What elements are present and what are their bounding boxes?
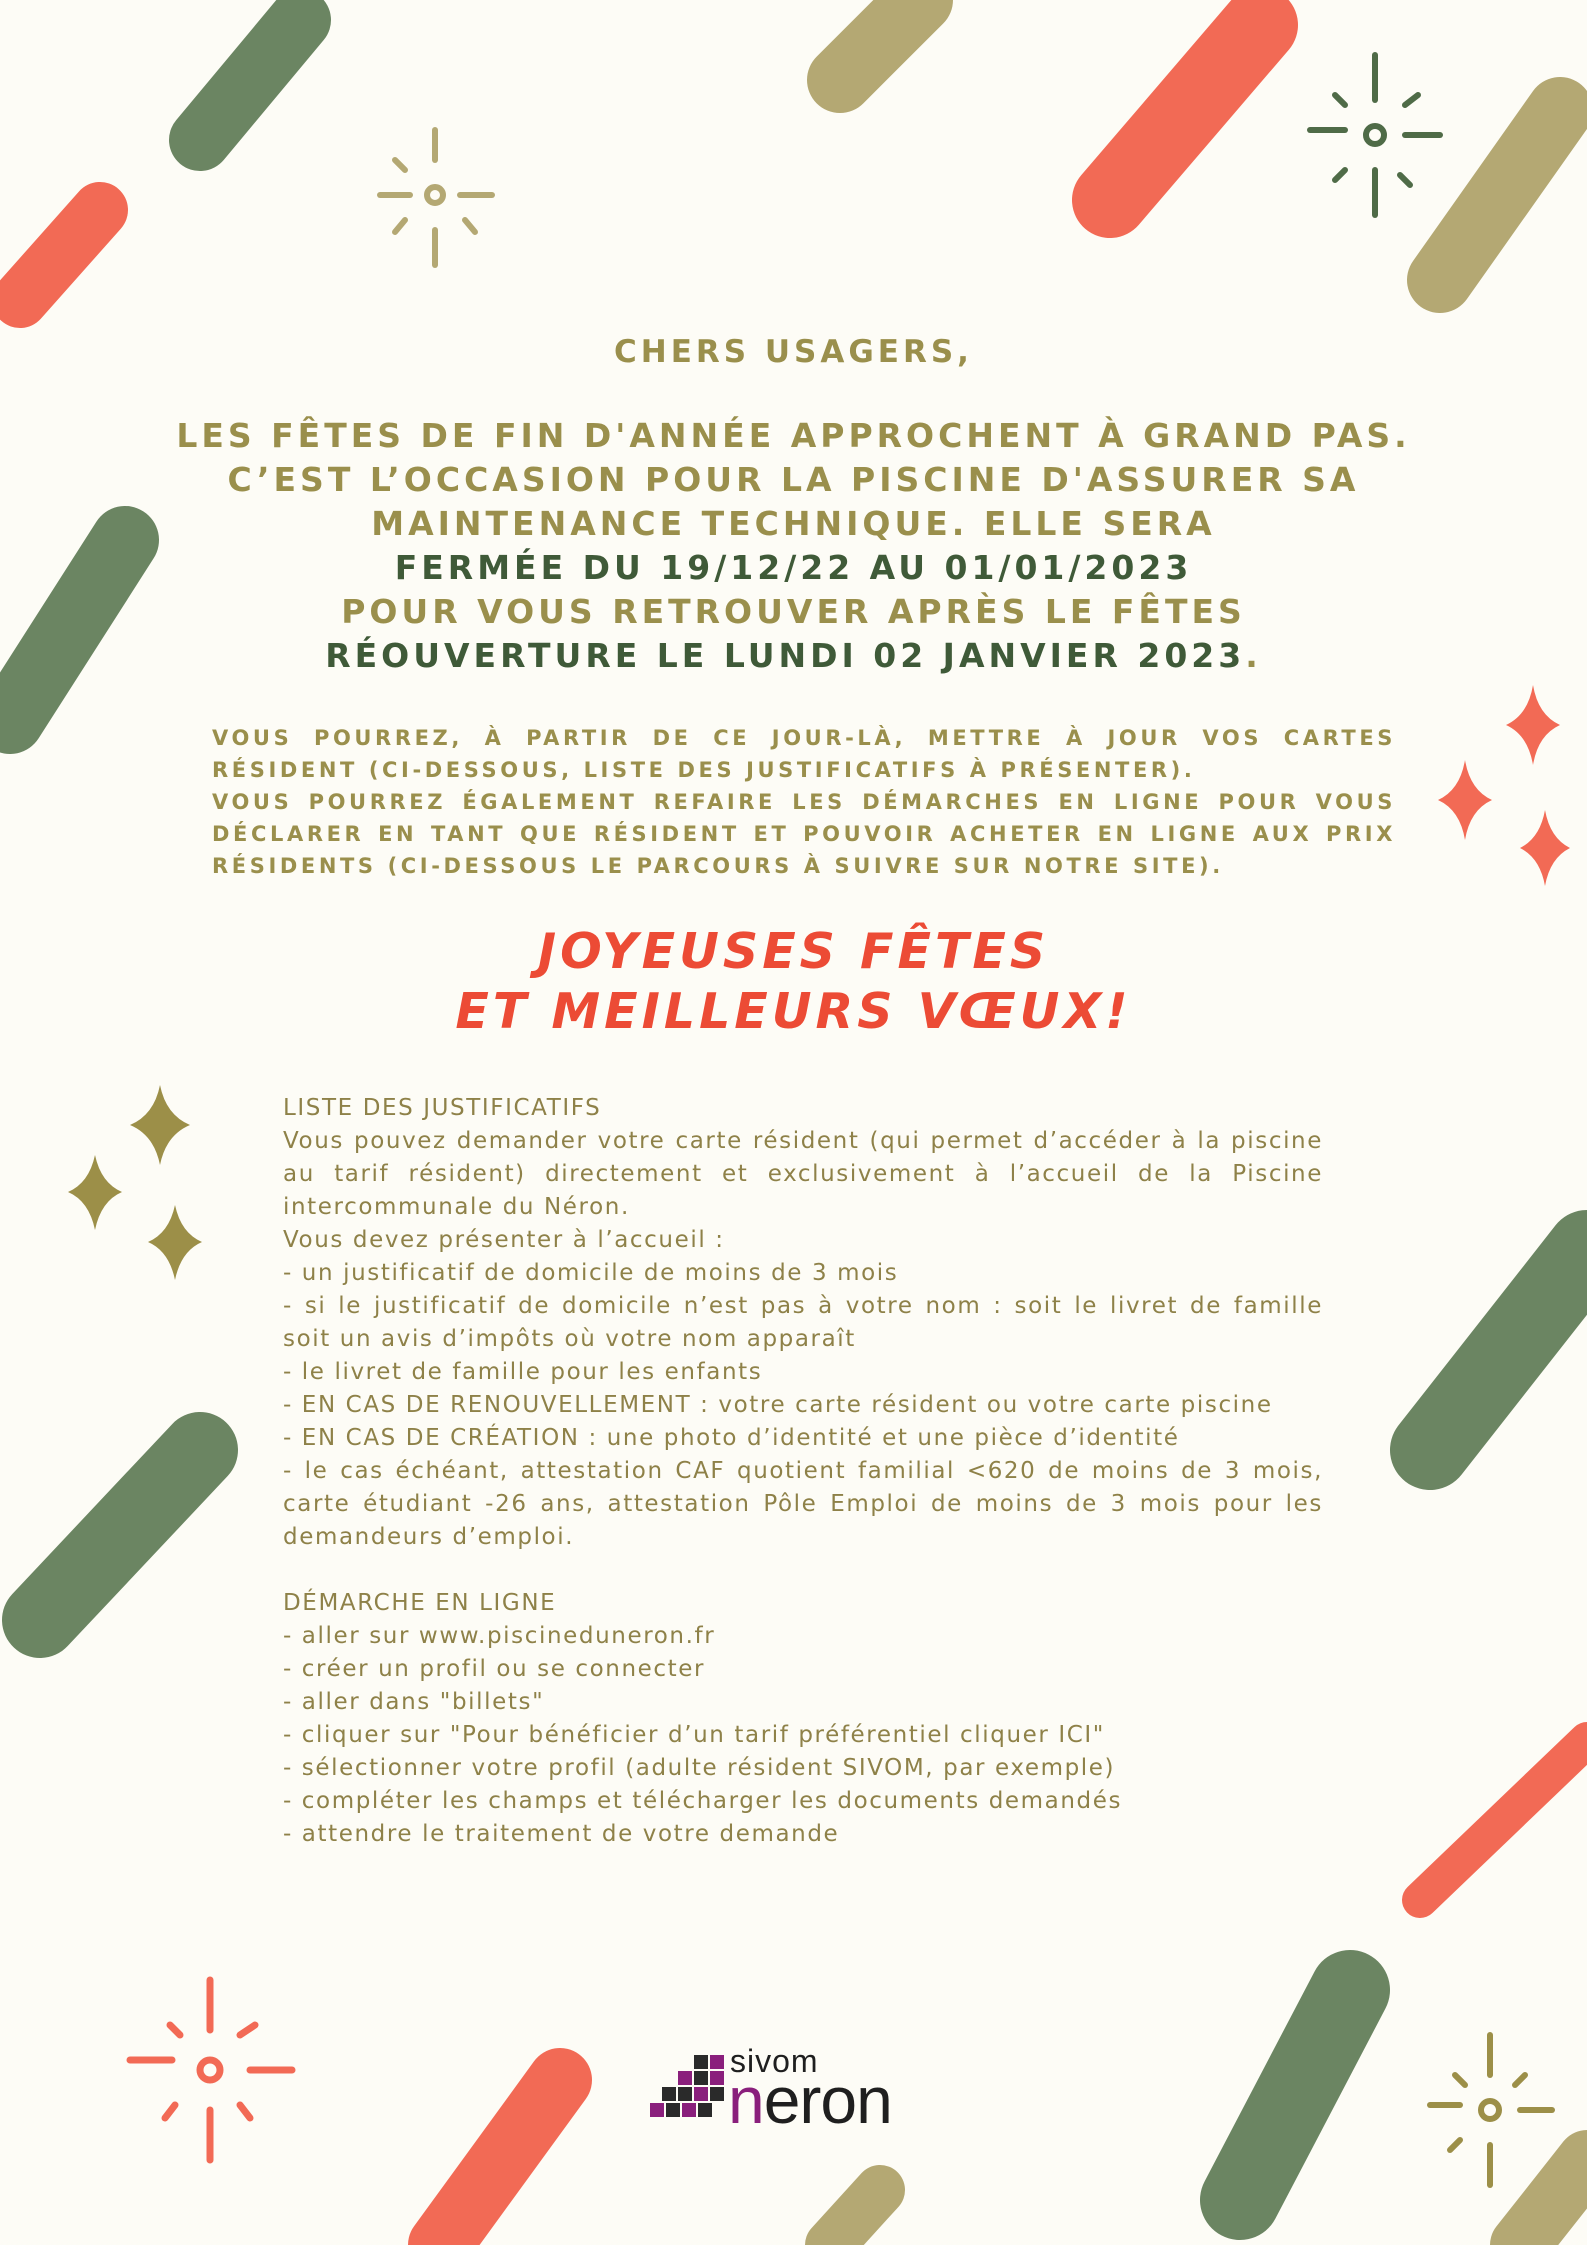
list-item: - compléter les champs et télécharger les documents demandés — [283, 1788, 1123, 1814]
list-item: - sélectionner votre profil (adulte résident SIVOM, par exemple) — [283, 1755, 1116, 1781]
demarche-title: DÉMARCHE EN LIGNE — [283, 1590, 557, 1616]
brush-stroke-red — [20, 210, 100, 300]
greeting: CHERS USAGERS, — [614, 334, 973, 370]
notice-paragraph: VOUS POURREZ, À PARTIR DE CE JOUR-LÀ, METTRE À JOUR VOS CARTES RÉSIDENT (CI-DESSOUS, LISTE DES JUSTIFICATIFS À PRÉSENTER). — [212, 726, 1396, 782]
brush-stroke-green — [1240, 1990, 1350, 2200]
announcement-line: POUR VOUS RETROUVER APRÈS LE FÊTES — [341, 592, 1246, 631]
list-item: - si le justificatif de domicile n’est pas à votre nom : soit le livret de famille soit un avis d’impôts où votre nom apparaît — [283, 1293, 1323, 1352]
brush-stroke-red — [440, 2080, 560, 2245]
closure-dates: FERMÉE DU 19/12/22 AU 01/01/2023 — [394, 548, 1193, 587]
wishes-line: JOYEUSES FÊTES — [537, 923, 1050, 980]
logo-letter: n — [728, 2063, 764, 2137]
brush-stroke-green — [40, 1450, 200, 1620]
list-item: - attendre le traitement de votre demande — [283, 1821, 840, 1847]
wishes-line: ET MEILLEURS VŒUX! — [455, 983, 1132, 1040]
brush-stroke-khaki — [1520, 2160, 1587, 2245]
list-item: - le cas échéant, attestation CAF quotient familial <620 de moins de 3 mois, carte étudiant -26 ans, attestation Pôle Emploi de moins de 3 mois pour les demandeurs d’emploi. — [283, 1458, 1323, 1550]
justificatifs-title: LISTE DES JUSTIFICATIFS — [283, 1095, 602, 1121]
list-item: - créer un profil ou se connecter — [283, 1656, 706, 1682]
sun-sparkle-icon — [130, 1980, 292, 2160]
reopening-period: . — [1245, 636, 1262, 675]
list-item: - EN CAS DE RENOUVELLEMENT : votre carte résident ou votre carte piscine — [283, 1392, 1273, 1418]
reopening-date: RÉOUVERTURE LE LUNDI 02 JANVIER 2023 — [325, 636, 1246, 675]
details-section — [283, 1092, 1323, 1851]
sun-sparkle-icon — [380, 130, 492, 265]
brush-stroke-khaki — [830, 2190, 880, 2245]
diamond-star-icon — [68, 1085, 202, 1280]
sivom-neron-logo — [650, 2043, 950, 2137]
sun-sparkle-icon — [1310, 55, 1440, 215]
announcement-line: C’EST L’OCCASION POUR LA PISCINE D'ASSURER SA — [227, 460, 1360, 499]
justificatifs-intro: Vous pouvez demander votre carte résident (qui permet d’accéder à la piscine au tarif résident) directement et exclusivement à l’accueil de la Piscine intercommunale du Néron. — [283, 1128, 1323, 1220]
list-item: - un justificatif de domicile de moins de 3 mois — [283, 1260, 899, 1286]
brush-stroke-red — [1420, 1740, 1587, 1900]
notice-paragraph: VOUS POURREZ ÉGALEMENT REFAIRE LES DÉMARCHES EN LIGNE POUR VOUS DÉCLARER EN TANT QUE RÉSIDENT ET POUVOIR ACHETER EN LIGNE AUX PRIX RÉSIDENTS (CI-DESSOUS LE PARCOURS À SUIVRE SUR NOTRE SITE). — [212, 790, 1396, 878]
logo-squares-icon — [650, 2055, 730, 2125]
list-item: - aller dans "billets" — [283, 1689, 545, 1715]
list-item: - EN CAS DE CRÉATION : une photo d’identité et une pièce d’identité — [283, 1425, 1180, 1451]
spacer — [283, 1554, 1323, 1587]
sun-sparkle-icon — [1430, 2035, 1552, 2185]
announcement — [0, 414, 1587, 678]
list-item: - cliquer sur "Pour bénéficier d’un tarif préférentiel cliquer ICI" — [283, 1722, 1105, 1748]
brush-stroke-red — [1110, 25, 1260, 200]
brush-stroke-khaki — [1440, 110, 1560, 280]
announcement-line: LES FÊTES DE FIN D'ANNÉE APPROCHENT À GRAND PAS. — [176, 416, 1411, 455]
announcement-line: MAINTENANCE TECHNIQUE. ELLE SERA — [371, 504, 1216, 543]
logo-letters: eron — [763, 2063, 892, 2137]
brush-stroke-khaki — [840, 0, 920, 80]
notice — [212, 722, 1396, 882]
logo-text-sivom: sivom — [730, 2043, 819, 2079]
diamond-star-icon — [1438, 685, 1570, 886]
logo-text-neron — [728, 2063, 892, 2137]
brush-stroke-green — [200, 20, 300, 140]
brush-stroke-green — [1430, 1250, 1587, 1450]
list-item: - aller sur www.piscineduneron.fr — [283, 1623, 716, 1649]
season-greetings — [0, 922, 1587, 1042]
justificatifs-lead: Vous devez présenter à l’accueil : — [283, 1227, 725, 1253]
list-item: - le livret de famille pour les enfants — [283, 1359, 763, 1385]
